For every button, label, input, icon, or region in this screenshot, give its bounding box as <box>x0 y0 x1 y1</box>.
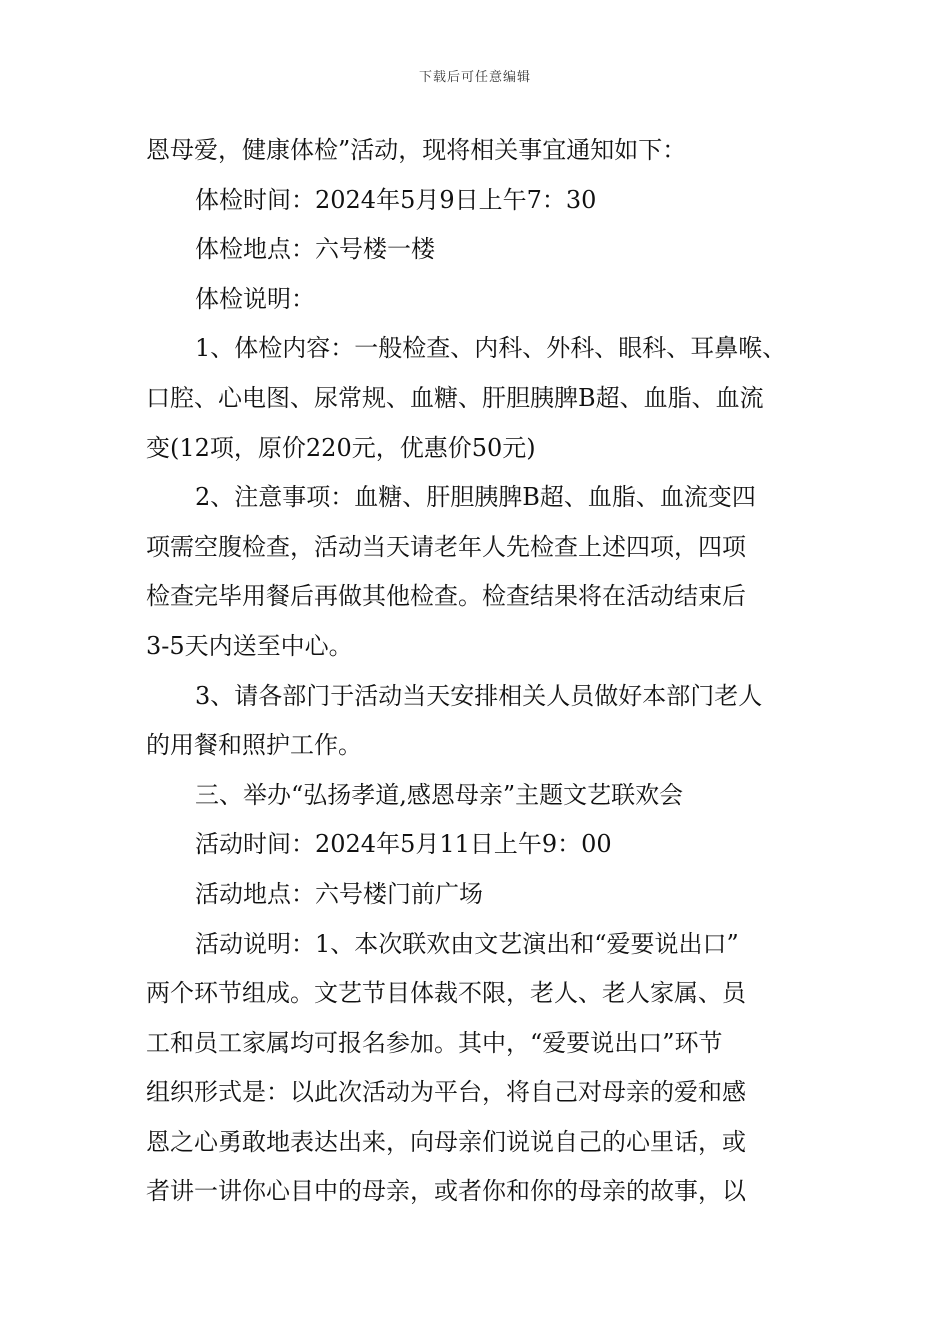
text-line: 工和员工家属均可报名参加。其中，“爱要说出口”环节 <box>146 1028 723 1057</box>
document-body <box>146 126 818 1217</box>
text-line: 恩之心勇敢地表达出来，向母亲们说说自己的心里话，或 <box>146 1127 746 1156</box>
text-line: 组织形式是：以此次活动为平台，将自己对母亲的爱和感 <box>146 1078 746 1107</box>
text-line: 口腔、心电图、尿常规、血糖、肝胆胰脾B超、血脂、血流 <box>146 383 764 412</box>
text-line: 恩母爱，健康体检”活动，现将相关事宜通知如下： <box>146 136 687 164</box>
text-line: 3-5天内送至中心。 <box>146 631 353 660</box>
text-line: 体检说明： <box>195 284 315 313</box>
text-line: 变(12项，原价220元，优惠价50元) <box>146 433 536 462</box>
text-line: 项需空腹检查，活动当天请老年人先检查上述四项，四项 <box>146 532 746 561</box>
text-line: 体检地点：六号楼一楼 <box>195 235 435 264</box>
text-line: 三、举办“弘扬孝道,感恩母亲”主题文艺联欢会 <box>195 780 684 809</box>
text-line: 体检时间：2024年5月9日上午7：30 <box>195 185 597 214</box>
text-line: 活动说明：1、本次联欢由文艺演出和“爱要说出口” <box>195 929 739 958</box>
text-line: 1、体检内容：一般检查、内科、外科、眼科、耳鼻喉、 <box>195 334 787 363</box>
text-line: 活动时间：2024年5月11日上午9：00 <box>195 830 612 859</box>
text-line: 者讲一讲你心目中的母亲，或者你和你的母亲的故事，以 <box>146 1177 746 1206</box>
page-header: 下载后可任意编辑 <box>418 70 531 85</box>
text-line: 检查完毕用餐后再做其他检查。检查结果将在活动结束后 <box>146 582 746 611</box>
text-line: 两个环节组成。文艺节目体裁不限，老人、老人家属、员 <box>146 979 746 1008</box>
text-line: 3、请各部门于活动当天安排相关人员做好本部门老人 <box>195 681 763 710</box>
text-line: 的用餐和照护工作。 <box>146 731 362 760</box>
text-line: 活动地点：六号楼门前广场 <box>195 879 483 908</box>
text-line: 2、注意事项：血糖、肝胆胰脾B超、血脂、血流变四 <box>195 483 756 512</box>
